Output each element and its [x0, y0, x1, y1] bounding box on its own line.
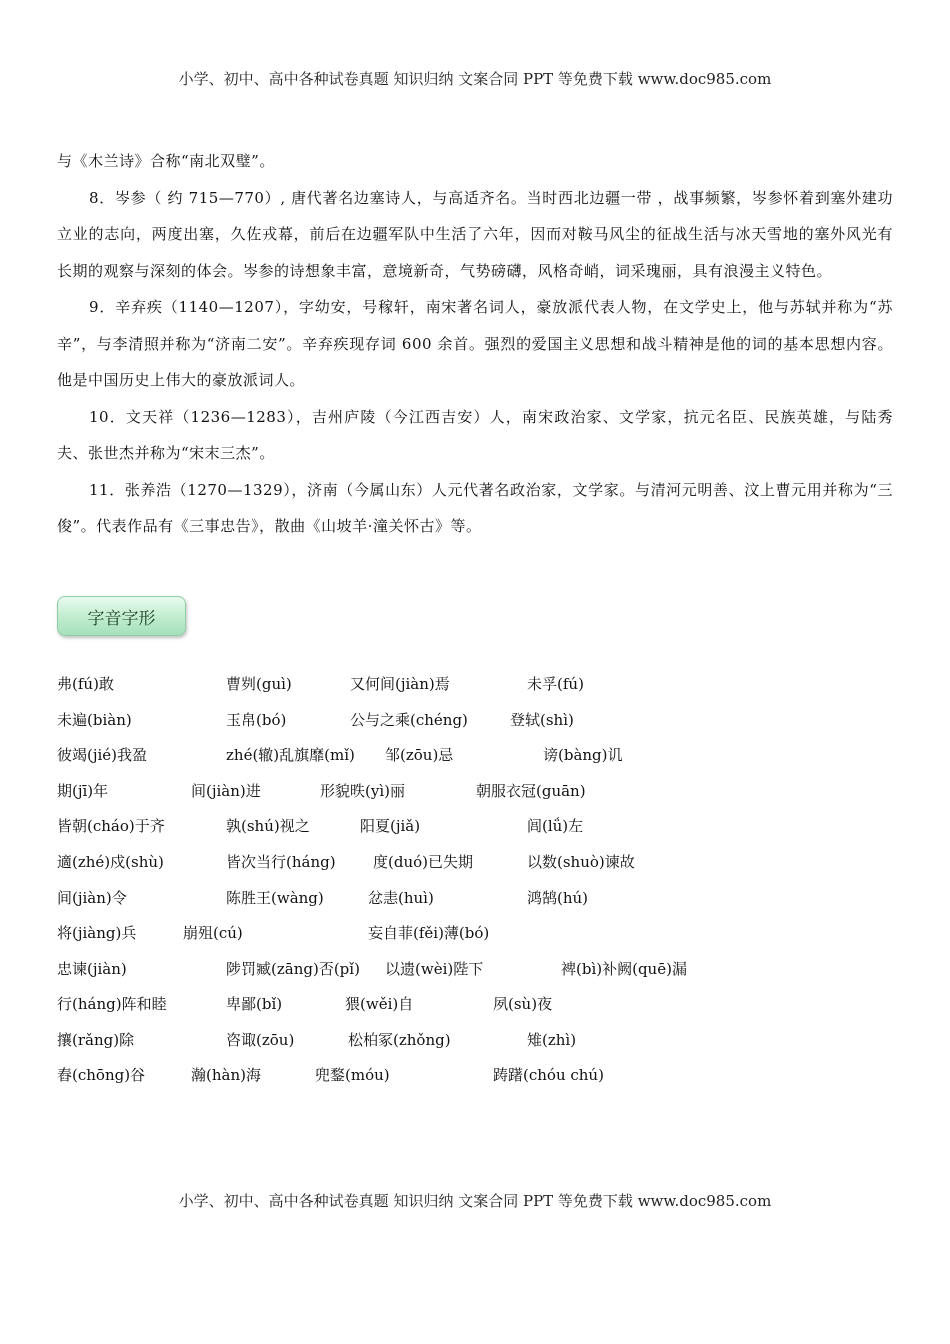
vocab-row [0, 887, 950, 913]
paragraph-cen-shen: 8．岑参（ 约 715—770）, 唐代著名边塞诗人，与高适齐名。当时西北边疆一带 ，战事频繁，岑参怀着到塞外建功立业的志向，两度出塞，久佐戎幕，前后在边疆军队中生活了六年，因而对鞍马风尘的征战生活与冰天雪地的塞外风光有长期的观察与深刻的体会。岑参的诗想象丰富，意境新奇，气势磅礴，风格奇峭，词采瑰丽，具有浪漫主义特色。 [57, 188, 893, 280]
vocab-item: 卑鄙(bǐ) [226, 995, 283, 1013]
vocab-row [0, 673, 950, 699]
paragraph: 与《木兰诗》合称“南北双璧”。 [57, 152, 275, 170]
vocab-item: 裨(bì)补阙(quē)漏 [561, 960, 687, 978]
vocab-row [0, 1064, 950, 1090]
paragraph-xin-qiji: 9．辛弃疾（1140—1207），字幼安，号稼轩，南宋著名词人，豪放派代表人物，在文学史上，他与苏轼并称为“苏辛”，与李清照并称为“济南二安”。辛弃疾现存词 600 余首。强烈的爱国主义思想和战斗精神是他的词的基本思想内容。他是中国历史上伟大的豪放派词人。 [57, 298, 893, 389]
vocab-item: 又何间(jiàn)焉 [350, 675, 450, 693]
vocab-item: 踌躇(chóu chú) [493, 1066, 604, 1084]
vocab-item: 闾(lǘ)左 [527, 817, 584, 835]
vocab-item: 将(jiàng)兵 [57, 924, 137, 942]
vocab-item: 鸿鹄(hú) [527, 889, 589, 907]
vocab-row [0, 709, 950, 735]
vocab-item: 攘(rǎng)除 [57, 1031, 135, 1049]
paragraph-wen-tianxiang: 10．文天祥（1236—1283），吉州庐陵（今江西吉安）人，南宋政治家、文学家，抗元名臣、民族英雄，与陆秀夫、张世杰并称为“宋末三杰”。 [57, 407, 893, 462]
vocab-item: 彼竭(jié)我盈 [57, 746, 148, 764]
vocab-row [0, 815, 950, 841]
vocab-item: 崩殂(cú) [183, 924, 243, 942]
vocab-item: 松柏冢(zhǒng) [348, 1031, 451, 1049]
vocab-item: 朝服衣冠(guān) [476, 782, 586, 800]
vocab-row [0, 780, 950, 806]
vocab-item: 皆朝(cháo)于齐 [57, 817, 165, 835]
page-header: 小学、初中、高中各种试卷真题 知识归纳 文案合同 PPT 等免费下载 www.doc985.com [178, 70, 772, 88]
vocab-item: 忿恚(huì) [368, 889, 434, 907]
section-heading-tab [57, 596, 186, 636]
vocab-item: 以遗(wèi)陛下 [385, 960, 484, 978]
vocab-item: 夙(sù)夜 [493, 995, 553, 1013]
vocab-row [0, 744, 950, 770]
vocab-item: 登轼(shì) [510, 711, 574, 729]
vocab-row [0, 1029, 950, 1055]
page-footer: 小学、初中、高中各种试卷真题 知识归纳 文案合同 PPT 等免费下载 www.doc985.com [178, 1192, 772, 1210]
vocab-item: 度(duó)已失期 [373, 853, 473, 871]
vocab-item: 舂(chōng)谷 [57, 1066, 146, 1084]
vocab-item: 形貌昳(yì)丽 [320, 782, 405, 800]
vocab-item: 陈胜王(wàng) [226, 889, 324, 907]
vocab-item: 阳夏(jiǎ) [360, 817, 421, 835]
vocab-row [0, 993, 950, 1019]
vocab-item: 陟罚臧(zāng)否(pǐ) [226, 960, 360, 978]
vocab-row [0, 922, 950, 948]
section-heading-label: 字音字形 [87, 608, 156, 629]
vocab-row [0, 851, 950, 877]
vocab-item: 曹刿(guì) [226, 675, 292, 693]
vocab-item: 瀚(hàn)海 [191, 1066, 261, 1084]
vocab-item: 咨诹(zōu) [226, 1031, 295, 1049]
vocab-item: 期(jī)年 [57, 782, 109, 800]
vocab-item: 適(zhé)戍(shù) [57, 853, 164, 871]
vocab-item: 未遍(biàn) [57, 711, 132, 729]
vocab-item: 雉(zhì) [527, 1031, 577, 1049]
vocab-item: zhé(辙)乱旗靡(mǐ) [226, 746, 355, 764]
vocab-item: 以数(shuò)谏故 [527, 853, 635, 871]
vocab-item: 妄自菲(fěi)薄(bó) [368, 924, 490, 942]
vocab-item: 邹(zōu)忌 [385, 746, 454, 764]
vocab-item: 猥(wěi)自 [345, 995, 414, 1013]
vocab-item: 皆次当行(háng) [226, 853, 336, 871]
vocab-item: 未孚(fú) [527, 675, 584, 693]
body-text [57, 143, 893, 545]
vocab-item: 孰(shú)视之 [226, 817, 310, 835]
vocab-item: 玉帛(bó) [226, 711, 287, 729]
vocab-item: 行(háng)阵和睦 [57, 995, 167, 1013]
vocab-row [0, 958, 950, 984]
vocab-item: 忠谏(jiàn) [57, 960, 127, 978]
paragraph-zhang-yanghao: 11．张养浩（1270—1329），济南（今属山东）人元代著名政治家，文学家。与清河元明善、汶上曹元用并称为“三俊”。代表作品有《三事忠告》，散曲《山坡羊·潼关怀古》等。 [57, 480, 893, 535]
vocab-item: 公与之乘(chéng) [350, 711, 468, 729]
vocab-item: 兜鍪(móu) [315, 1066, 390, 1084]
vocab-item: 间(jiàn)进 [191, 782, 261, 800]
vocab-item: 间(jiàn)令 [57, 889, 127, 907]
vocab-item: 谤(bàng)讥 [543, 746, 623, 764]
vocab-item: 弗(fú)敢 [57, 675, 114, 693]
